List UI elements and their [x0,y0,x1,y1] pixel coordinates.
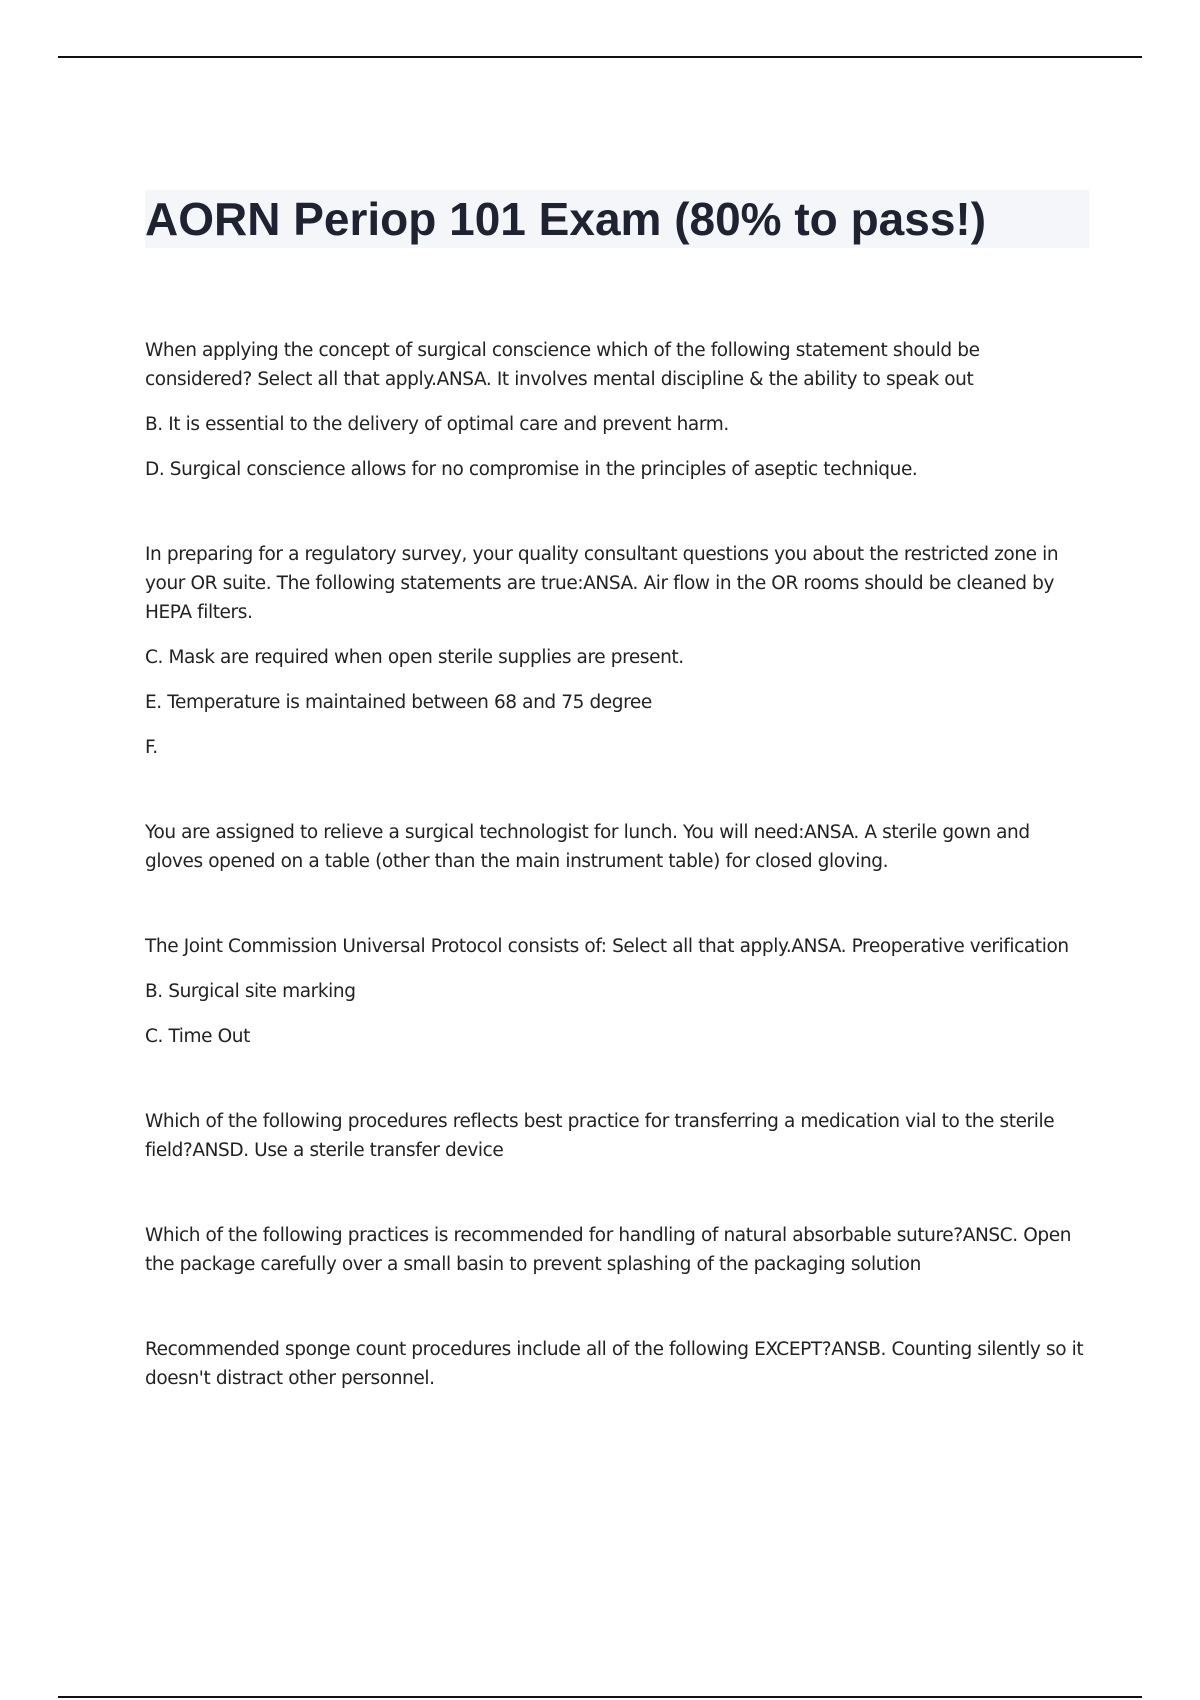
question-text: Which of the following practices is recommended for handling of natural absorbable suture?ANSC. Open the package carefully over a small basin to prevent splashing of the packaging solution [145,1225,1072,1275]
answer-option: C. Time Out [145,1026,250,1047]
question-block [145,1335,1085,1393]
question-text: When applying the concept of surgical conscience which of the following statement should be considered? Select all that apply.ANSA. It involves mental discipline & the ability to speak out [145,340,980,390]
question-text: The Joint Commission Universal Protocol consists of: Select all that apply.ANSA. Preoperative verification [145,936,1069,957]
question-block [145,932,1085,1051]
question-block [145,540,1085,762]
question-text: In preparing for a regulatory survey, your quality consultant questions you about the restricted zone in your OR suite. The following statements are true:ANSA. Air flow in the OR rooms should be cleaned by HEPA filters. [145,544,1059,623]
answer-option: B. Surgical site marking [145,981,356,1002]
answer-option: C. Mask are required when open sterile supplies are present. [145,647,684,668]
answer-option: D. Surgical conscience allows for no compromise in the principles of aseptic technique. [145,459,918,480]
answer-option: B. It is essential to the delivery of optimal care and prevent harm. [145,414,729,435]
question-block [145,818,1085,876]
bottom-divider [58,1696,1142,1698]
top-divider [58,56,1142,58]
page-title: AORN Periop 101 Exam (80% to pass!) [145,193,987,245]
answer-option: E. Temperature is maintained between 68 and 75 degree [145,692,652,713]
question-text: Recommended sponge count procedures include all of the following EXCEPT?ANSB. Counting silently so it doesn't distract other personnel. [145,1339,1084,1389]
question-block [145,1107,1085,1165]
question-text: You are assigned to relieve a surgical technologist for lunch. You will need:ANSA. A sterile gown and gloves opened on a table (other than the main instrument table) for closed gloving. [145,822,1030,872]
question-text: Which of the following procedures reflects best practice for transferring a medication vial to the sterile field?ANSD. Use a sterile transfer device [145,1111,1055,1161]
question-block [145,1221,1085,1279]
question-block [145,336,1085,484]
question-list [145,336,1085,1449]
answer-option: F. [145,737,158,758]
